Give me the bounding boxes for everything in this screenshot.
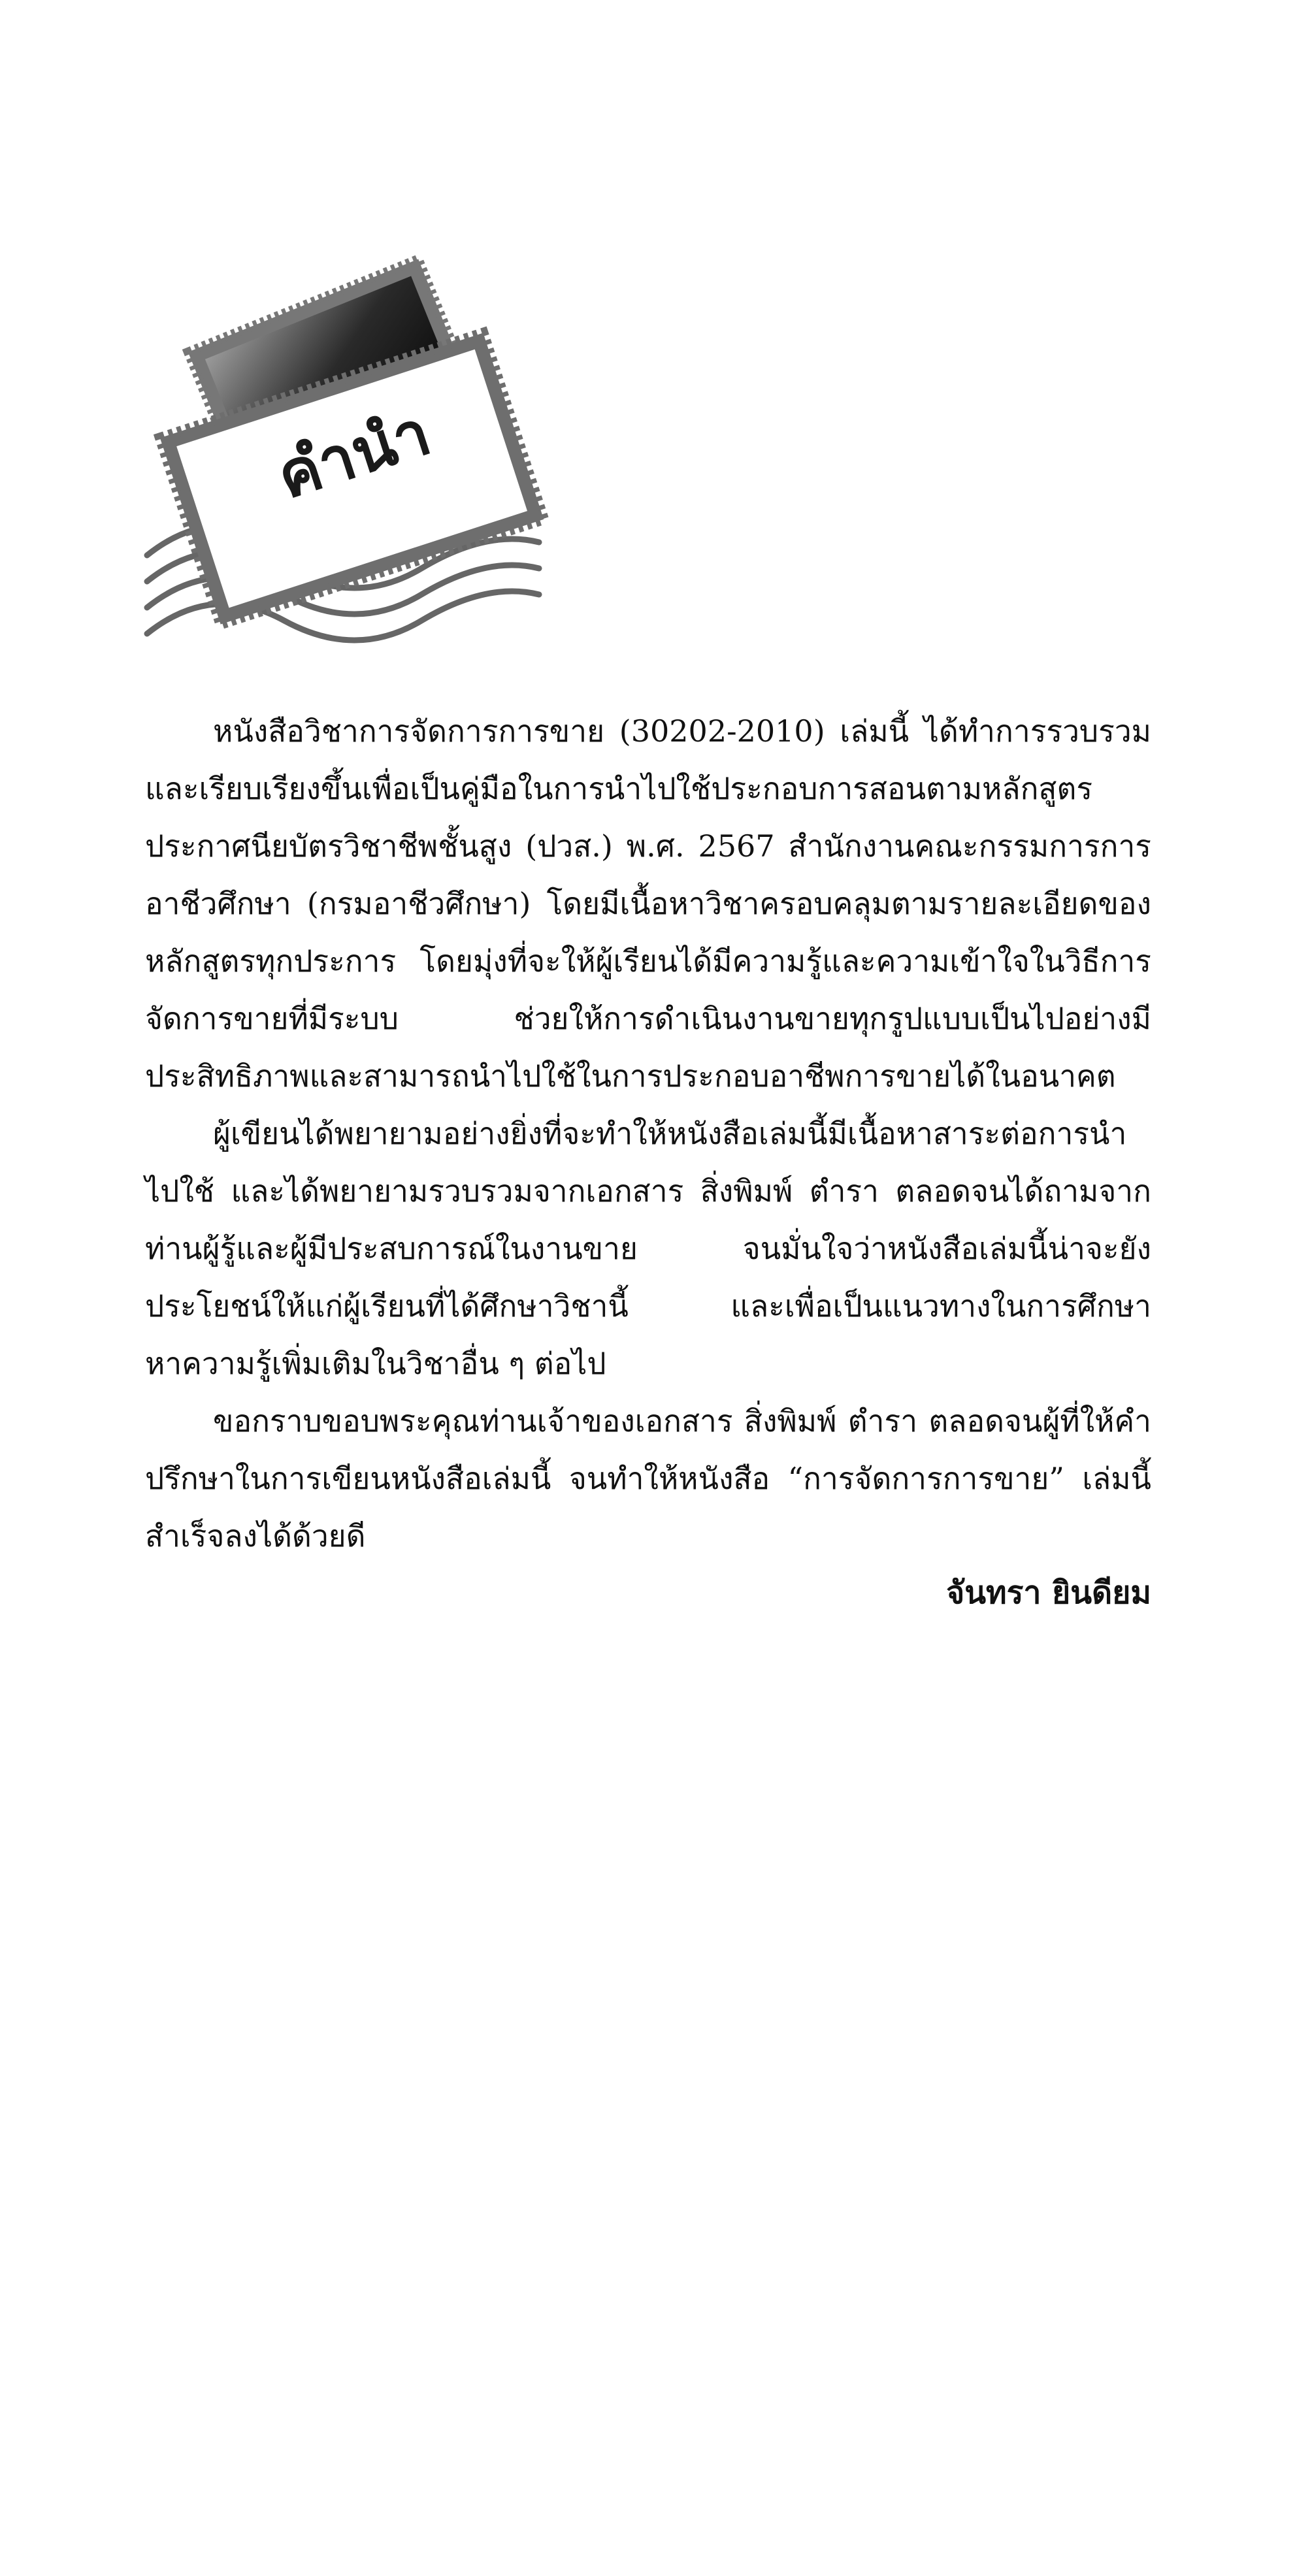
page-title: คำนำ: [269, 395, 439, 514]
preface-paragraph-3: ขอกราบขอบพระคุณท่านเจ้าของเอกสาร สิ่งพิมพ์ ตำรา ตลอดจนผู้ที่ให้คำปรึกษาในการเขียนหนังสือเล่มนี้ จนทำให้หนังสือ “การจัดการการขาย” เล่มนี้สำเร็จลงได้ด้วยดี: [145, 1403, 1151, 1554]
author-signature: จันทรา ยินดียม: [946, 1574, 1151, 1611]
preface-paragraph-1: หนังสือวิชาการจัดการการขาย (30202-2010) เล่มนี้ ได้ทำการรวบรวมและเรียบเรียงขึ้นเพื่อเป็นคู่มือในการนำไปใช้ประกอบการสอนตามหลักสูตรประกาศนียบัตรวิชาชีพชั้นสูง (ปวส.) พ.ศ. 2567 สำนักงานคณะกรรมการการอาชีวศึกษา (กรมอาชีวศึกษา) โดยมีเนื้อหาวิชาครอบคลุมตามรายละเอียดของหลักสูตรทุกประการ โดยมุ่งที่จะให้ผู้เรียนได้มีความรู้และความเข้าใจในวิธีการจัดการขายที่มีระบบ ช่วยให้การดำเนินงานขายทุกรูปแบบเป็นไปอย่างมีประสิทธิภาพและสามารถนำไปใช้ในการประกอบอาชีพการขายได้ในอนาคต: [145, 713, 1151, 1094]
preface-body: [145, 702, 1151, 1565]
preface-paragraph-2: ผู้เขียนได้พยายามอย่างยิ่งที่จะทำให้หนังสือเล่มนี้มีเนื้อหาสาระต่อการนำไปใช้ และได้พยายามรวบรวมจากเอกสาร สิ่งพิมพ์ ตำรา ตลอดจนได้ถามจากท่านผู้รู้และผู้มีประสบการณ์ในงานขาย จนมั่นใจว่าหนังสือเล่มนี้น่าจะยังประโยชน์ให้แก่ผู้เรียนที่ได้ศึกษาวิชานี้ และเพื่อเป็นแนวทางในการศึกษาหาความรู้เพิ่มเติมในวิชาอื่น ๆ ต่อไป: [145, 1116, 1151, 1381]
